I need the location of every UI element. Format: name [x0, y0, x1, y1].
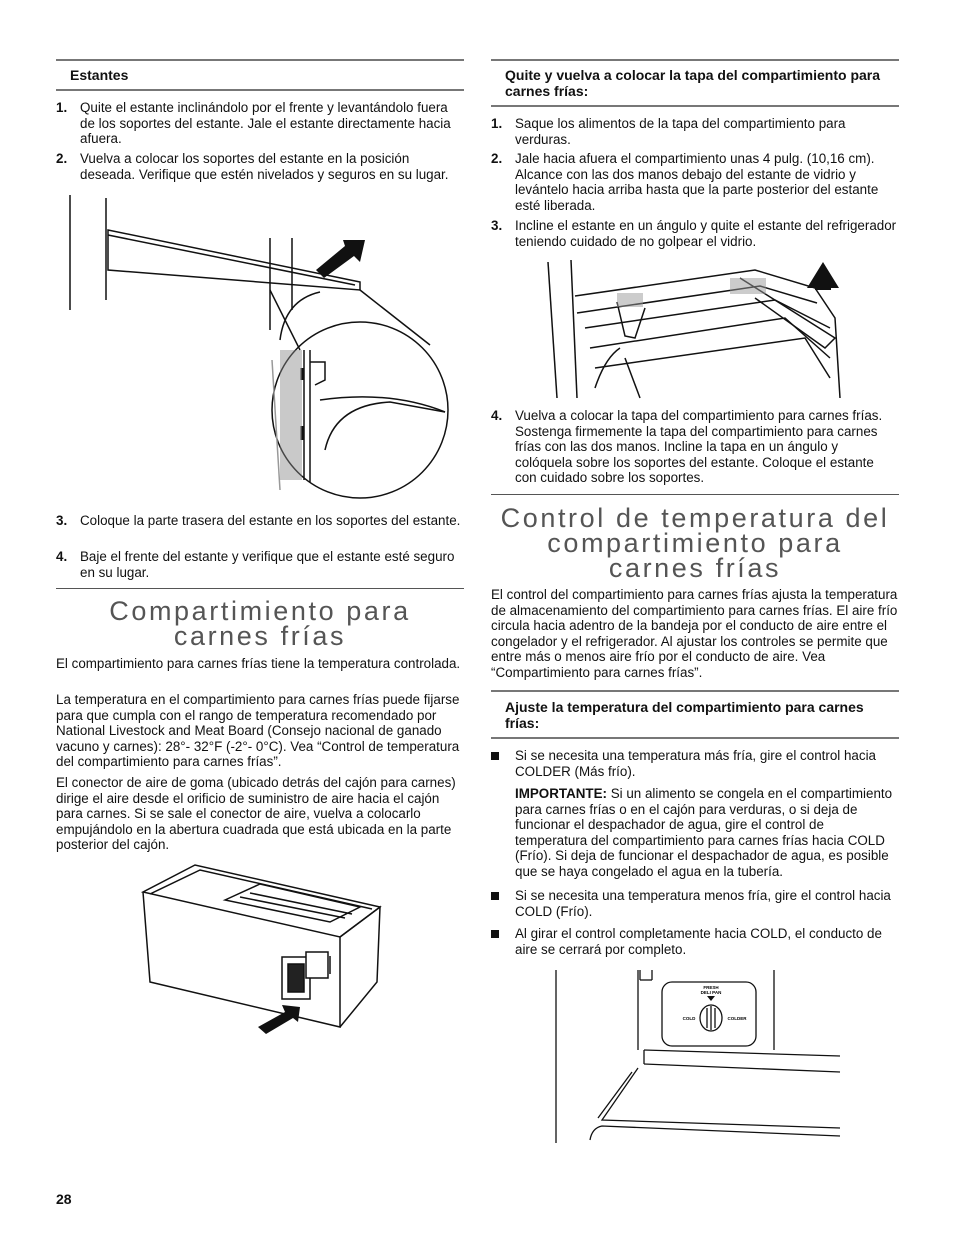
step-number: 4.	[491, 408, 503, 423]
meat-paragraph-2: La temperatura en el compartimiento para carnes frías puede fijarse para que cumpla con el rango de temperatura recomendado por National Livestock and Meat Board (Consejo nacional de ganado vacuno y carnes): 28°- 32°F (-2°- 0°C). Vea “Control de temperatura del compartimiento para carnes frías”.	[56, 692, 460, 770]
shelves-heading: Estantes	[70, 67, 129, 83]
control-paragraph: El control del compartimiento para carnes frías ajusta la temperatura de almacenamiento del compartimiento para carnes frías. El aire frío circula hacia adentro de la bandeja por el conducto de aire entre el congelador y el refrigerador. Al ajustar los controles se permite que entre más o menos aire frío por el conducto de aire. Vea “Compartimiento para carnes frías”.	[491, 587, 898, 680]
title-line: Control de temperatura del	[500, 503, 890, 533]
step-text: Baje el frente del estante y verifique que el estante esté seguro en su lugar.	[80, 549, 455, 580]
step-text: Quite el estante inclinándolo por el frente y levantándolo fuera de los soportes del estante. Jale el estante directamente hacia afuera.	[80, 100, 451, 147]
bullet-text: Si se necesita una temperatura más fría, gire el control hacia COLDER (Más frío).	[515, 748, 876, 779]
step-text: Vuelva a colocar los soportes del estante en la posición deseada. Verifique que estén nivelados y seguros en su lugar.	[80, 151, 449, 182]
rule-above-meat-title	[56, 588, 464, 589]
title-line: carnes frías	[173, 621, 347, 651]
rule-under-cover-heading	[491, 105, 899, 107]
step-number: 1.	[491, 116, 503, 131]
title-line: compartimiento para	[547, 528, 843, 558]
adjust-heading: Ajuste la temperatura del compartimiento para carnes frías:	[505, 699, 864, 731]
cover-heading: Quite y vuelva a colocar la tapa del compartimiento para carnes frías:	[505, 67, 881, 99]
dial-label-colder: COLDER	[727, 1016, 747, 1021]
step-number: 4.	[56, 549, 68, 564]
step-text: Saque los alimentos de la tapa del compartimiento para verduras.	[515, 116, 846, 147]
important-note	[515, 786, 899, 880]
title-line: Compartimiento para	[109, 596, 411, 626]
bullet-square-icon	[491, 752, 499, 760]
step-text: Coloque la parte trasera del estante en los soportes del estante.	[80, 513, 461, 528]
control-title	[491, 503, 899, 583]
rule-under-shelves-heading	[56, 89, 464, 91]
page-number: 28	[56, 1191, 72, 1207]
rule-above-control-title	[491, 494, 899, 495]
dial-label-top2: DELI PAN	[700, 990, 722, 995]
title-line: carnes frías	[608, 553, 782, 583]
meat-paragraph-1: El compartimiento para carnes frías tiene la temperatura controlada.	[56, 656, 461, 671]
rule-top-left	[56, 59, 464, 61]
air-connector-illustration	[140, 862, 385, 1034]
control-dial-illustration	[540, 968, 845, 1143]
dial-label-top1: FRESH	[703, 985, 719, 990]
shelf-removal-illustration	[60, 190, 460, 500]
step-number: 2.	[56, 151, 68, 166]
step-number: 1.	[56, 100, 68, 115]
rule-top-right	[491, 59, 899, 61]
bullet-text: Si se necesita una temperatura menos fría, gire el control hacia COLD (Frío).	[515, 888, 891, 919]
step-text: Jale hacia afuera el compartimiento unas 4 pulg. (10,16 cm). Alcance con las dos manos debajo del estante de vidrio y levántelo hacia arriba hasta que la parte posterior del estante esté liberada.	[515, 151, 879, 213]
step-text: Vuelva a colocar la tapa del compartimiento para carnes frías. Sostenga firmemente la tapa del compartimiento para carnes frías con las dos manos. Incline la tapa en un ángulo y colóquela sobre los soportes del estante. Coloque el estante con cuidado sobre los soportes.	[515, 408, 883, 486]
important-text: Si un alimento se congela en el compartimiento para carnes frías o en el cajón para verduras, o si deja de funcionar el despachador de agua, gire el control de temperatura del compartimiento para carnes frías hacia COLD (Frío). Si deja de funcionar el despachador de agua, es posible que se haya congelado el agua en la tubería.	[515, 786, 893, 879]
cover-removal-illustration	[545, 258, 845, 400]
bullet-square-icon	[491, 930, 499, 938]
bullet-text: Al girar el control completamente hacia COLD, el conducto de aire se cerrará por completo.	[515, 926, 882, 957]
step-number: 3.	[491, 218, 503, 233]
rule-above-adjust-heading	[491, 690, 899, 692]
important-label: IMPORTANTE:	[515, 786, 607, 801]
dial-label-cold: COLD	[682, 1016, 696, 1021]
step-text: Incline el estante en un ángulo y quite el estante del refrigerador teniendo cuidado de no golpear el vidrio.	[515, 218, 897, 249]
meat-paragraph-3: El conector de aire de goma (ubicado detrás del cajón para carnes) dirige el aire desde el orificio de suministro de aire hacia el cajón para carnes. Si se sale el conector de aire, vuelva a colocarlo empujándolo en la abertura cuadrada que está ubicada en la parte posterior del cajón.	[56, 775, 456, 853]
step-number: 2.	[491, 151, 503, 166]
step-number: 3.	[56, 513, 68, 528]
meat-drawer-title	[56, 596, 464, 651]
rule-under-adjust-heading	[491, 737, 899, 739]
bullet-square-icon	[491, 892, 499, 900]
